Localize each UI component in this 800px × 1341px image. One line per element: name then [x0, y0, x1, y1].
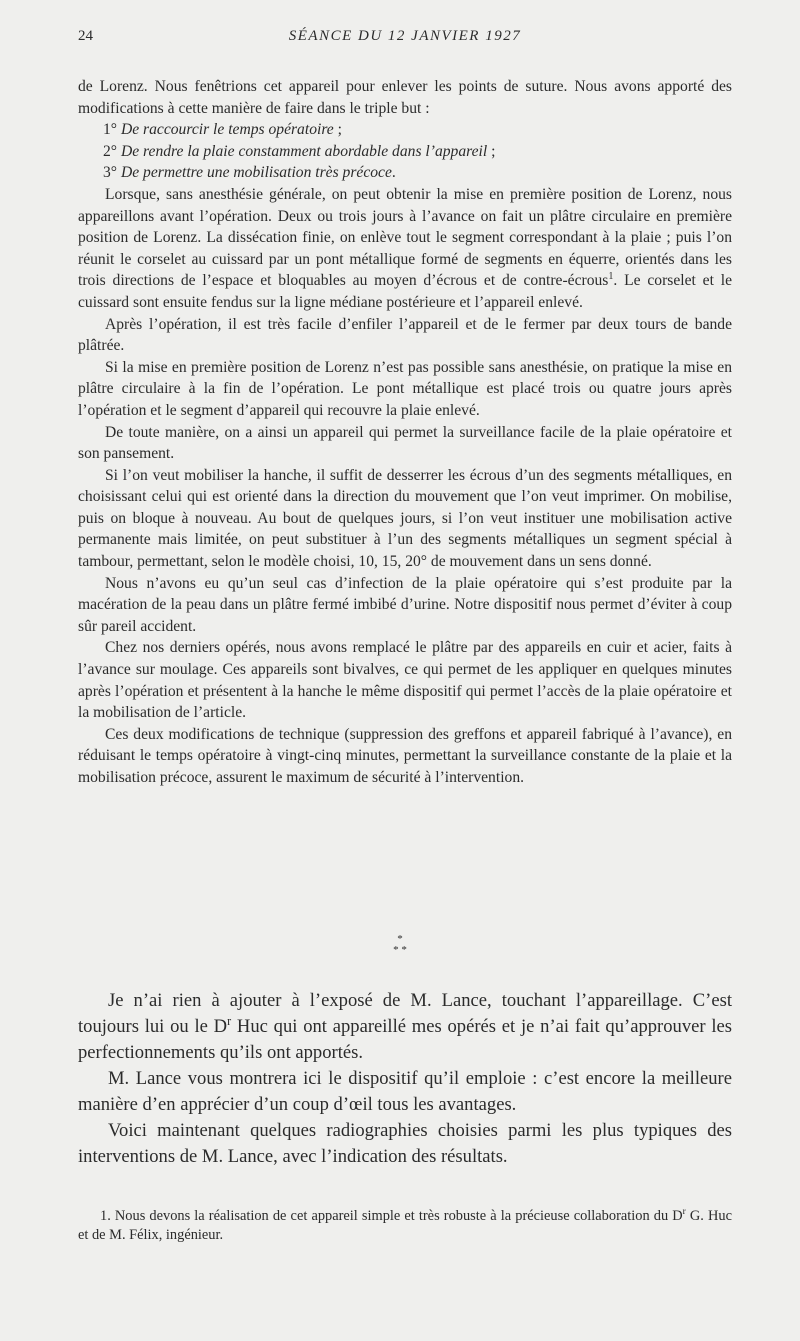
- asterism-bottom: * *: [393, 944, 407, 956]
- paragraph: Voici maintenant quelques radiographies choisies parmi les plus typiques des interventions de M. Lance, avec l’indication des résultats.: [78, 1120, 732, 1167]
- footnote-paragraph: [78, 1207, 732, 1245]
- paragraph-text: Lorsque, sans anesthésie générale, on peut obtenir la mise en première position de Lorenz, nous appareillons avant l’opération. Deux ou trois jours à l’avance on fait un plâtre circulaire en première position de Lorenz. La dissécation finie, on enlève tout le segment correspondant à la plaie ; puis l’on réunit le corselet au cuissard par un pont métallique formé de segments en équerre, orientés dans les trois directions de l’espace et bloquables au moyen d’écrous et de contre-écrous: [78, 185, 732, 290]
- footnote-text: G. Huc et de M. Félix, ingénieur.: [78, 1208, 732, 1243]
- running-title: SÉANCE DU 12 JANVIER 1927: [288, 28, 522, 44]
- list-item: [78, 162, 732, 184]
- list-tail: .: [391, 164, 396, 182]
- paragraph: M. Lance vous montrera ici le dispositif qu’il emploie : c’est encore la meilleure manière d’en apprécier d’un coup d’œil tous les avantages.: [78, 1068, 732, 1115]
- list-item: [78, 119, 732, 141]
- paragraph: Nous n’avons eu qu’un seul cas d’infection de la plaie opératoire qui s’est produite par la macération de la peau dans un plâtre fermé imbibé d’urine. Notre dispositif nous permet d’éviter à coup sûr pareil accident.: [78, 574, 732, 635]
- footnote: [78, 1207, 732, 1245]
- list-text: De permettre une mobilisation très précoce: [120, 164, 392, 182]
- list-text: De raccourcir le temps opératoire: [120, 121, 334, 139]
- footnote-number: 1.: [100, 1208, 111, 1224]
- page-number: 24: [78, 28, 93, 44]
- paragraph: [78, 988, 732, 1066]
- list-text: De rendre la plaie constamment abordable dans l’appareil: [120, 142, 488, 160]
- paragraph-text: Huc qui ont appareillé mes opérés et je n’ai fait qu’approuver les perfectionnements qu’ils ont apportés.: [78, 1016, 732, 1063]
- paragraph: Après l’opération, il est très facile d’enfiler l’appareil et de le fermer par deux tours de bande plâtrée.: [78, 315, 732, 355]
- paragraph: [78, 184, 732, 314]
- list-number: 3°: [103, 164, 118, 182]
- speech-text: [78, 988, 732, 1170]
- page-header: [78, 28, 732, 52]
- paragraph-intro: de Lorenz. Nous fenêtrions cet appareil pour enlever les points de suture. Nous avons apporté des modifications à cette manière de faire dans le triple but :: [78, 78, 732, 117]
- list-number: 2°: [103, 142, 118, 160]
- footnote-text: Nous devons la réalisation de cet appareil simple et très robuste à la précieuse collaboration du D: [110, 1208, 683, 1224]
- list-tail: ;: [487, 142, 496, 160]
- asterism-separator: [360, 934, 440, 956]
- body-text: [78, 76, 732, 789]
- footnote-ref: 1: [608, 271, 614, 283]
- paragraph-text: Je n’ai rien à ajouter à l’exposé de M. Lance, touchant l’appareillage. C’est toujours lui ou le D: [78, 990, 732, 1037]
- paragraph: Ces deux modifications de technique (suppression des greffons et appareil fabriqué à l’avance), en réduisant le temps opératoire à vingt-cinq minutes, permettant la surveillance constante de la plaie et la mobilisation précoce, assurent le maximum de sécurité à l’intervention.: [78, 725, 732, 786]
- superscript: r: [227, 1013, 232, 1028]
- asterism-top: *: [397, 933, 403, 945]
- paragraph: Chez nos derniers opérés, nous avons remplacé le plâtre par des appareils en cuir et acier, faits à l’avance sur moulage. Ces appareils sont bivalves, ce qui permet de les appliquer en quelques minutes après l’opération et présentent à la hanche le même dispositif qui permet l’accès de la plaie opératoire et la mobilisation de l’article.: [78, 639, 732, 722]
- paragraph: Si l’on veut mobiliser la hanche, il suffit de desserrer les écrous d’un des segments métalliques, en choisissant celui qui est orienté dans la direction du mouvement que l’on veut imprimer. On mobilise, puis on bloque à nouveau. Au bout de quelques jours, si l’on veut instituer une mobilisation active permanente mais limitée, on peut substituer à l’un des segments métalliques un segment spécial à tambour, permettant, selon le modèle choisi, 10, 15, 20° de mouvement dans un sens donné.: [78, 466, 732, 571]
- list-tail: ;: [333, 121, 342, 139]
- superscript: r: [682, 1207, 686, 1218]
- paragraph-text: . Le corselet et le cuissard sont ensuite fendus sur la ligne médiane postérieure et l’appareil enlevé.: [78, 272, 732, 311]
- paragraph: De toute manière, on a ainsi un appareil qui permet la surveillance facile de la plaie opératoire et son pansement.: [78, 423, 732, 463]
- list-number: 1°: [103, 121, 118, 139]
- list-item: [78, 141, 732, 163]
- paragraph: Si la mise en première position de Lorenz n’est pas possible sans anesthésie, on pratique la mise en plâtre circulaire à la fin de l’opération. Le pont métallique est placé trois ou quatre jours après l’opération et le segment d’appareil qui recouvre la plaie enlevé.: [78, 358, 732, 419]
